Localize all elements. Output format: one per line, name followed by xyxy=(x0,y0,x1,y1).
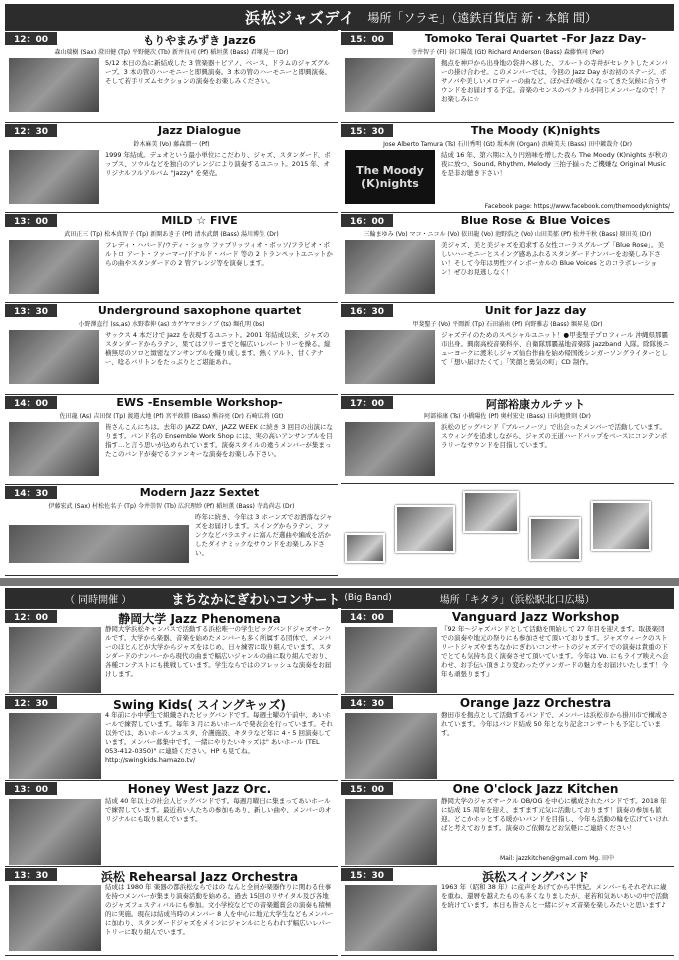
band-name: 静岡大学 Jazz Phenomena xyxy=(118,612,281,626)
band-photo xyxy=(9,422,99,476)
slot-time: 15：30 xyxy=(341,868,393,881)
slot-time: 12：30 xyxy=(5,696,57,709)
band-name: One O'clock Jazz Kitchen xyxy=(452,782,619,796)
band-name: Modern Jazz Sextet xyxy=(139,486,260,499)
band-photo xyxy=(345,422,435,476)
slot-time: 12：00 xyxy=(5,32,57,45)
concurrent-note: （ 同時開催 ） xyxy=(65,594,132,606)
band-photo xyxy=(9,240,99,294)
schedule-slot xyxy=(341,694,674,780)
band-photo xyxy=(345,799,437,865)
band-description: 結成 40 年以上の社会人ビッグバンドです。毎週月曜日に集まってあいホールで練習しています。最近若い人たちの参加もあり、新しい曲や、メンバーのオリジナルにも取り組んでいます。 xyxy=(105,797,332,823)
band-description: フレディ・ハバード/ウディ・ショウ ファブリッツィオ・ボッソ/フラビオ・ボルトロ アート・ファーマー/ドナルド・バード 等の 2 トランペットユニットからの曲やスタンダードの 2 管アレンジ等を演奏します。 xyxy=(105,241,333,267)
schedule-slot xyxy=(5,302,338,394)
contact-email[interactable]: Mail: jazzkitchen@gmail.com Mg. 田中 xyxy=(500,855,614,862)
band-photo xyxy=(9,713,101,779)
slot-time: 15：30 xyxy=(341,124,393,137)
facebook-link[interactable]: Facebook page: https://www.facebook.com/themoodyknights/ xyxy=(484,203,670,210)
band-name: Tomoko Terai Quartet -For Jazz Day- xyxy=(424,32,647,45)
slot-time: 12：00 xyxy=(5,610,57,623)
band-name: 浜松 Rehearsal Jazz Orchestra xyxy=(100,870,299,884)
schedule-slot xyxy=(5,122,338,212)
band-description: 結成 16 年、第六期に入り円熟味を増した我ら The Moody (K)nights が秋の夜に放つ、Sound, Rhythm, Melody 三拍子揃ったご機嫌な Original Music を是非お聴き下さい！ xyxy=(441,151,668,177)
event-title: 浜松ジャズデイ xyxy=(245,8,356,27)
schedule-slot xyxy=(5,780,338,866)
slot-time: 16：00 xyxy=(341,214,393,227)
band-description: サックス 4 本だけで Jazz を表現するユニット。2001 年結成以来、ジャズのスタンダードからラテン、果てはフリーまでと幅広いレパートリーを操る。縦横無尽のソロと緻密なアンサンブルを織り成します。熱くアルト、甘くテナー、唸るバリトンをたっぷりとご堪能あれ。 xyxy=(105,331,331,366)
slot-time: 15：00 xyxy=(341,782,393,795)
event-header xyxy=(5,4,674,30)
band-name: The Moody (K)nights xyxy=(470,124,601,137)
schedule-slot xyxy=(5,608,338,694)
band-members: 森山瑞樹 (Sax) 澄田健 (Tp) 平野健次 (Tb) 新井良司 (Pf) 稲垣薫 (Bass) 君塚晃一 (Dr) xyxy=(54,49,289,56)
slot-time: 13：30 xyxy=(5,304,57,317)
schedule-slot xyxy=(5,484,338,576)
band-description: 静岡大学浜松キャンパスで活動する浜松唯一の学生ビッグバンドジャズサークルです。大学から楽器、音楽を始めたメンバーも多く所属する団体で、メンバーのほとんどが大学からジャズをはじめ、日々練習に取り組んでいます。スタンダードのナンバーから現代の曲まで幅広いジャンルの曲に取り組んでおり、各種コンテストにも挑戦しています。学生ならではのフレッシュな演奏をお届けします。 xyxy=(105,625,332,678)
slot-time: 17：00 xyxy=(341,396,393,409)
band-name: Underground saxophone quartet xyxy=(97,304,302,317)
band-photo xyxy=(345,240,435,294)
slot-time: 15：00 xyxy=(341,32,393,45)
schedule-slot xyxy=(5,866,338,956)
collage-photo xyxy=(345,533,385,563)
band-description: 磐田市を拠点として活動するバンドで、メンバーは浜松市から掛川市で構成されています。今年はバンド結成 50 年となり記念コンサートも予定しています。 xyxy=(441,711,668,737)
band-description: 『92 年～ジャズバンドとして活動を開始して 27 年目を迎えます。取扱楽団での演奏や地元の祭りにも参加させて頂いております。ジャズウィークのストリートジャズやまちなかにぎわいコンサートのジャズデイでの演奏は貴重の下でとても気持ち良く演奏させて頂いています。今年は Vo. にもライブ映えへ会わせ、お手伝い頂きより変わったヴァンガードの魅力をお届けいたします！今年も頑張ります』 xyxy=(441,625,669,678)
schedule-slot xyxy=(341,212,674,302)
slot-time: 14：30 xyxy=(5,486,57,499)
schedule-slot xyxy=(341,608,674,694)
band-description: 静岡大学のジャズサークル OB/OG を中心に構成されたバンドです。2018 年に結成 15 周年を迎え、ますます元気に活動しております！演奏の参加も歓迎。どこかホッとする暖かいバンドを目指し、今年も活動の輪を広げていければと考えております。演奏のご依頼などお気軽にご連絡ください！ xyxy=(441,797,669,832)
band-photo xyxy=(9,885,101,951)
collage-photo xyxy=(529,517,581,561)
band-description: 拠点を神戸から出身地の袋井へ移した、フルートの寺井がセレクトしたメンバーの掛け合わせ。このメンバーでは、今回の Jazz Day がお初のステージ。ボサノバや美しいメロディーの曲など、ぽかぽか暖かくなってきた気候に合うサウンドをお届けする予定。音楽のセンスのベクトルが同じメンバーなので！？お楽しみに☆ xyxy=(441,59,668,103)
band-members: 寺井智子 (Fl) 谷口陽哉 (Gt) Richard Anderson (Bass) 森藤慎司 (Per) xyxy=(411,49,604,56)
band-photo xyxy=(345,627,437,693)
band-name: Orange Jazz Orchestra xyxy=(459,696,612,710)
bigband-subtitle: (Big Band) xyxy=(344,593,392,603)
bigband-venue: 場所「キタラ」（浜松駅北口広場） xyxy=(439,594,595,606)
slot-time: 14：30 xyxy=(341,696,393,709)
band-members: 甲斐聖子 (Vo) 平岡新 (Tp) 石田涌祐 (Pf) 向野雅志 (Bass) 堀昇晃 (Dr) xyxy=(412,321,603,328)
band-description: 5/12 本日の為に新結成した 3 管楽器＋ピアノ、ベース、ドラムのジャズグループ。3 本の管のハーモニーと即興演奏。3 本の管のハーモニーと即興演奏。そして若手リズムセクションの演奏をお楽しみください。 xyxy=(105,59,332,85)
slot-time: 12：30 xyxy=(5,124,57,137)
band-name: Honey West Jazz Orc. xyxy=(127,782,272,796)
photo-collage xyxy=(345,487,665,572)
band-members: 三輪まゆみ (Vo) マコ・ニコル (Vo) 依田龍 (Vo) 池野浩之 (Vo) 山田美郁 (Pf) 松井千秋 (Bass) 原田英 (Dr) xyxy=(363,231,652,238)
collage-photo xyxy=(395,505,455,553)
band-members: 阿部裕康 (Ts) 小橋陽佐 (Pf) 奥村宏史 (Bass) 日向地貴則 (Dr) xyxy=(424,413,591,420)
slot-time: 14：00 xyxy=(5,396,57,409)
band-photo xyxy=(345,58,435,112)
band-photo xyxy=(345,713,437,779)
band-description: 浜松のビッグバンド『ブルーノーツ』で出会ったメンバーで活動しています。スウィングを追求しながら、ジャズの王道ハードバップをベースにコンテンポラリーなサウンドを目指しています。 xyxy=(441,423,668,449)
band-description: 昨年に続き、今年は 3 ホーンズでお洒落なジャズをお届けします。スイングからラテン、ファンクなどバラエティに富んだ選曲や編成を活かしたダイナミックなサウンドをお楽しみ下さい。 xyxy=(195,513,333,557)
schedule-slot xyxy=(5,394,338,484)
slot-time: 13：00 xyxy=(5,214,57,227)
collage-photo xyxy=(463,491,519,533)
band-members: 鈴木麻美 (Vo) 藤森潤一 (Pf) xyxy=(133,141,210,148)
schedule-slot xyxy=(341,394,674,484)
slot-time: 13：30 xyxy=(5,868,57,881)
band-description: 結成は 1980 年 楽器の都浜松ならではの なんと全員が楽器作りに関わる仕事を持つメンバーが集まり演奏活動を始める。過去 15回のリサイタル及び各地のジャズフェスティバルにも参加。文小学校などでの音楽鑑賞会の演奏も積極的に実施。現在は結成当時のメンバー 8 人を中心に地元大学生などもメンバーに加わり、スタンダードジャズをメインにジャンルにとらわれず幅広いレパートリーに取り組んでいます。 xyxy=(105,883,334,936)
collage-photo xyxy=(591,501,651,551)
event-venue: 場所「ソラモ」（遠鉄百貨店 新・本館 間） xyxy=(367,10,597,25)
slot-time: 16：30 xyxy=(341,304,393,317)
band-description: 美ジャズ、美と美ジャズを追求する女性コーラスグループ「Blue Rose」。美しいハーモニーとスイング感あふれるスタンダードナンバーをお楽しみ下さい！そして今年は男性ツインボーカルの Blue Voices とのコラボレーション！ぜひお見逃しなく！ xyxy=(441,241,665,276)
band-name: MILD ☆ FIVE xyxy=(161,214,238,227)
band-description: 1999 年結成。デュオという最小単位にこだわり、ジャズ、スタンダード、ボップス、ソウルなどを独自のアレンジにより演奏するユニット。2015 年、オリジナルフルアルバム "Jazzy" を発売。 xyxy=(105,151,331,177)
band-photo xyxy=(9,525,189,563)
band-name: Jazz Dialogue xyxy=(158,124,241,137)
band-name: Unit for Jazz day xyxy=(484,304,587,317)
bigband-header xyxy=(5,588,674,608)
band-description: 4 年前に小中学生で組織されたビッグバンドです。毎週土曜の午前中、あいホールで練習しています。毎年 3 月にあいホールで発表会を行っています。それ以外では、あいホールフェスタ、介護施設、キタラなど年に 4・5 回演奏しています。メンバー募集中です。一緒にやりたいキッズは" あいホール (TEL 053-412-0350)" に連絡ください。HP も見てね。 http://swingkids.hamazo.tv/ xyxy=(105,711,333,764)
band-photo xyxy=(9,58,99,112)
band-photo xyxy=(345,885,437,951)
band-photo xyxy=(9,150,99,204)
band-name: Swing Kids( スイングキッズ) xyxy=(113,698,286,712)
band-name: 阿部裕康カルテット xyxy=(486,398,585,411)
section-divider xyxy=(0,578,679,586)
band-photo xyxy=(9,330,99,384)
band-description: 皆さんこんにちは。去年の JAZZ DAY、JAZZ WEEK に続き 3 回目の出演になります。バンド名の Ensemble Work Shop には、実の高いアンサンブルを目指す…と言う思いが込められています。演奏スタイルの違うメンバーが集まったこのバンドが奏でるファンキーな演奏をお楽しみ下さい。 xyxy=(105,423,334,458)
band-name: Blue Rose & Blue Voices xyxy=(460,214,611,227)
band-name: もりやまみずき Jazz6 xyxy=(143,34,256,47)
schedule-slot xyxy=(341,866,674,956)
band-description: ジャズデイのためのスペシャルユニット！●甲斐聖子プロフィール 沖縄県那覇市出身。興南高校音楽科卒、自衛隊那覇基地音楽隊 jazzband 入隊。除隊後ニューヨークに渡米しジャズ仙台作曲を始め帰国後シンガーソングライターとして「想い届けたくて」「笑顔と勇気の町」CD 制作。 xyxy=(441,331,670,366)
band-photo xyxy=(9,627,101,693)
band-members: 小野澤直行 (ss,as) 水野恭伸 (as) カゲヤマヨシノブ (ts) 堀孔明 (bs) xyxy=(78,321,265,328)
band-name: EWS -Ensemble Workshop- xyxy=(116,396,283,409)
schedule-slot xyxy=(341,122,674,212)
bigband-title: まちなかにぎわいコンサート xyxy=(171,592,341,608)
band-description: 1963 年（昭和 38 年）に産声をあげてから半世紀。メンバーもそれぞれに歳を重ね、還暦を越えたものも多くなりましたが、老若和気あいあいの中で活動を続けています。本日も皆さんと一緒にジャズ音楽を楽しみたいと思います♪ xyxy=(441,883,669,909)
schedule-slot xyxy=(341,30,674,122)
band-members: 伊藤宏武 (Sax) 村松佐名子 (Tp) 今井崇智 (Tb) 広沢理紗 (Pf) 稲垣薫 (Bass) 寺島尚志 (Dr) xyxy=(48,503,295,510)
band-name: 浜松スイングバンド xyxy=(482,870,589,884)
band-members: 佐田龍 (As) 吉田保 (Tp) 渡邉大地 (Pf) 宮平政勝 (Bass) 熊谷亮 (Dr) 石崎広将 (Gt) xyxy=(59,413,284,420)
schedule-slot xyxy=(5,694,338,780)
schedule-slot xyxy=(5,212,338,302)
band-photo xyxy=(9,799,101,865)
schedule-slot xyxy=(341,302,674,394)
band-members: Jose Alberto Tamura (Ts) 石川秀明 (Gt) 坂本南 (Organ) 浜崎美夫 (Bass) 田中鍍哉介 (Dr) xyxy=(383,141,632,148)
band-photo xyxy=(345,330,435,384)
band-members: 武田正三 (Tp) 松本真智子 (Tp) 新開あき子 (Pf) 清水武朗 (Bass) 湯川博生 (Dr) xyxy=(64,231,279,238)
slot-time: 14：00 xyxy=(341,610,393,623)
band-name: Vanguard Jazz Workshop xyxy=(451,610,620,624)
band-logo: The Moody (K)nights xyxy=(345,150,435,204)
schedule-slot xyxy=(341,780,674,866)
slot-time: 13：00 xyxy=(5,782,57,795)
schedule-slot xyxy=(5,30,338,122)
